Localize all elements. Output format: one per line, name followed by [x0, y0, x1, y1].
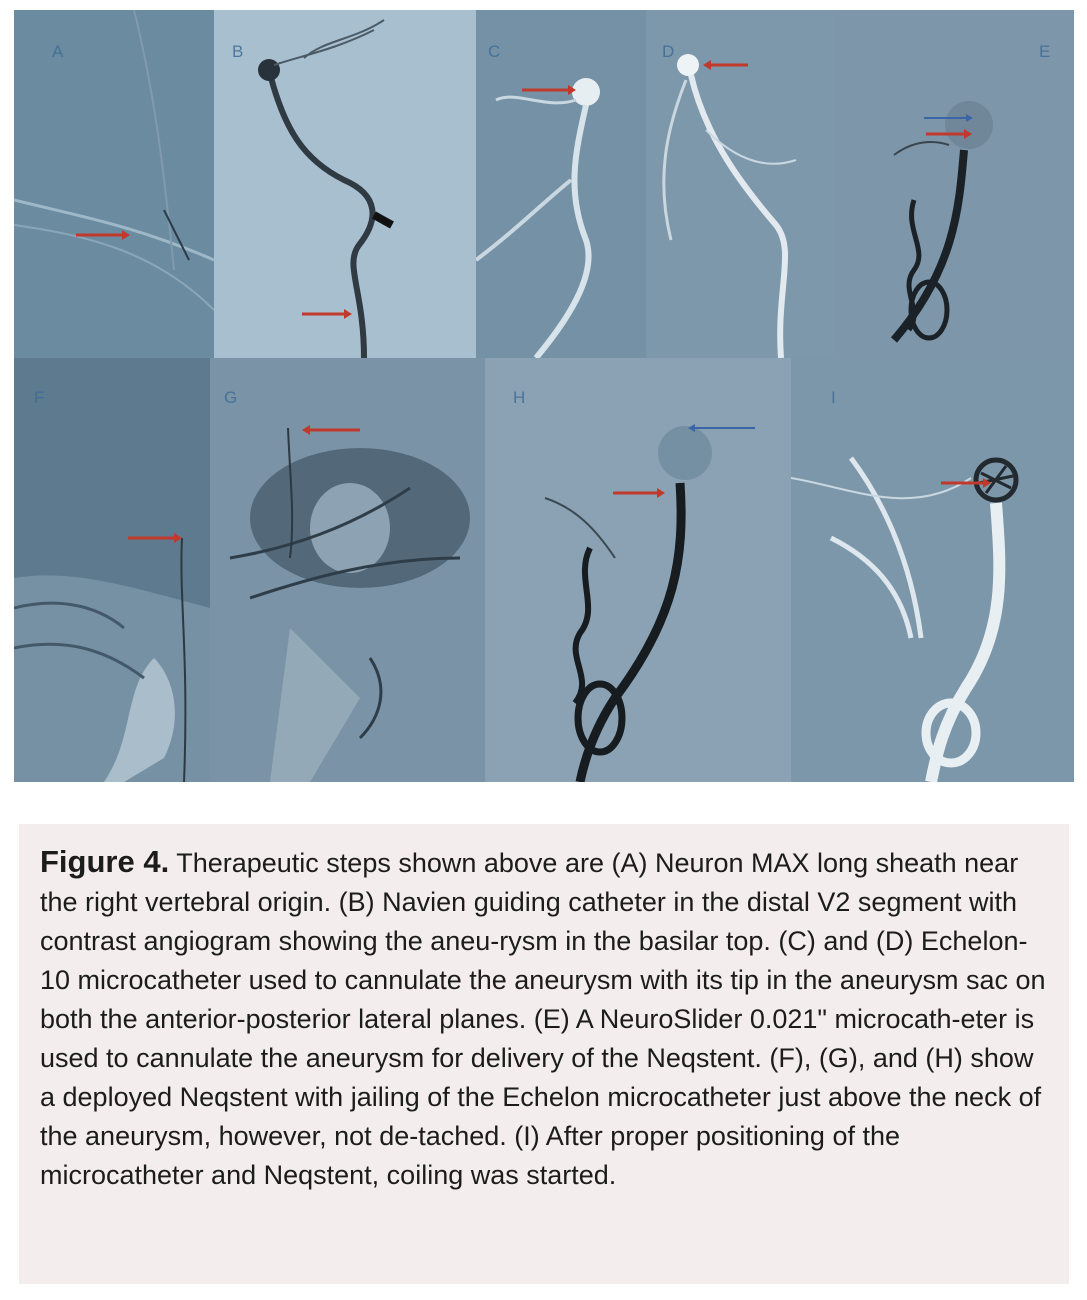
panel-b — [214, 10, 476, 358]
panel-c-image — [476, 10, 646, 358]
panel-h — [485, 358, 791, 782]
figure-4-angiogram-grid — [14, 10, 1074, 782]
panel-a-label: A — [52, 42, 64, 61]
panel-d-label: D — [662, 42, 675, 61]
panel-g — [210, 358, 485, 782]
figure-caption-body: Therapeutic steps shown above are (A) Neuron MAX long sheath near the right vertebral origin. (B) Navien guiding catheter in the distal V2 segment with contrast angiogram showing the aneu-rysm in the basilar top. (C) and (D) Echelon-10 microcatheter used to cannulate the aneurysm with its tip in the aneurysm sac on both the anterior-posterior lateral planes. (E) A NeuroSlider 0.021" microcath-eter is used to cannulate the aneurysm for delivery of the Neqstent. (F), (G), and (H) show a deployed Neqstent with jailing of the Echelon microcatheter just above the neck of the aneurysm, however, not de-tached. (I) After proper positioning of the microcatheter and Neqstent, coiling was started. — [40, 848, 1046, 1190]
panel-a-image — [14, 10, 214, 358]
panel-f-image — [14, 358, 210, 782]
panel-c — [476, 10, 646, 358]
figure-caption — [40, 842, 1052, 1195]
panel-h-label: H — [513, 388, 526, 407]
panel-e-image — [834, 10, 1074, 358]
panel-g-image — [210, 358, 485, 782]
panel-f-label: F — [34, 388, 45, 407]
panel-i-label: I — [831, 388, 836, 407]
figure-caption-label: Figure 4. — [40, 844, 170, 879]
panel-i — [791, 358, 1074, 782]
panel-i-image — [791, 358, 1074, 782]
panel-a — [14, 10, 214, 358]
panel-b-image — [214, 10, 476, 358]
panel-f — [14, 358, 210, 782]
panel-d-image — [646, 10, 834, 358]
panel-b-label: B — [232, 42, 244, 61]
panel-d — [646, 10, 834, 358]
panel-e-label: E — [1039, 42, 1051, 61]
panel-h-image — [485, 358, 791, 782]
panel-e — [834, 10, 1074, 358]
panel-g-label: G — [224, 388, 238, 407]
panel-c-label: C — [488, 42, 501, 61]
figure-caption-box — [19, 824, 1069, 1284]
